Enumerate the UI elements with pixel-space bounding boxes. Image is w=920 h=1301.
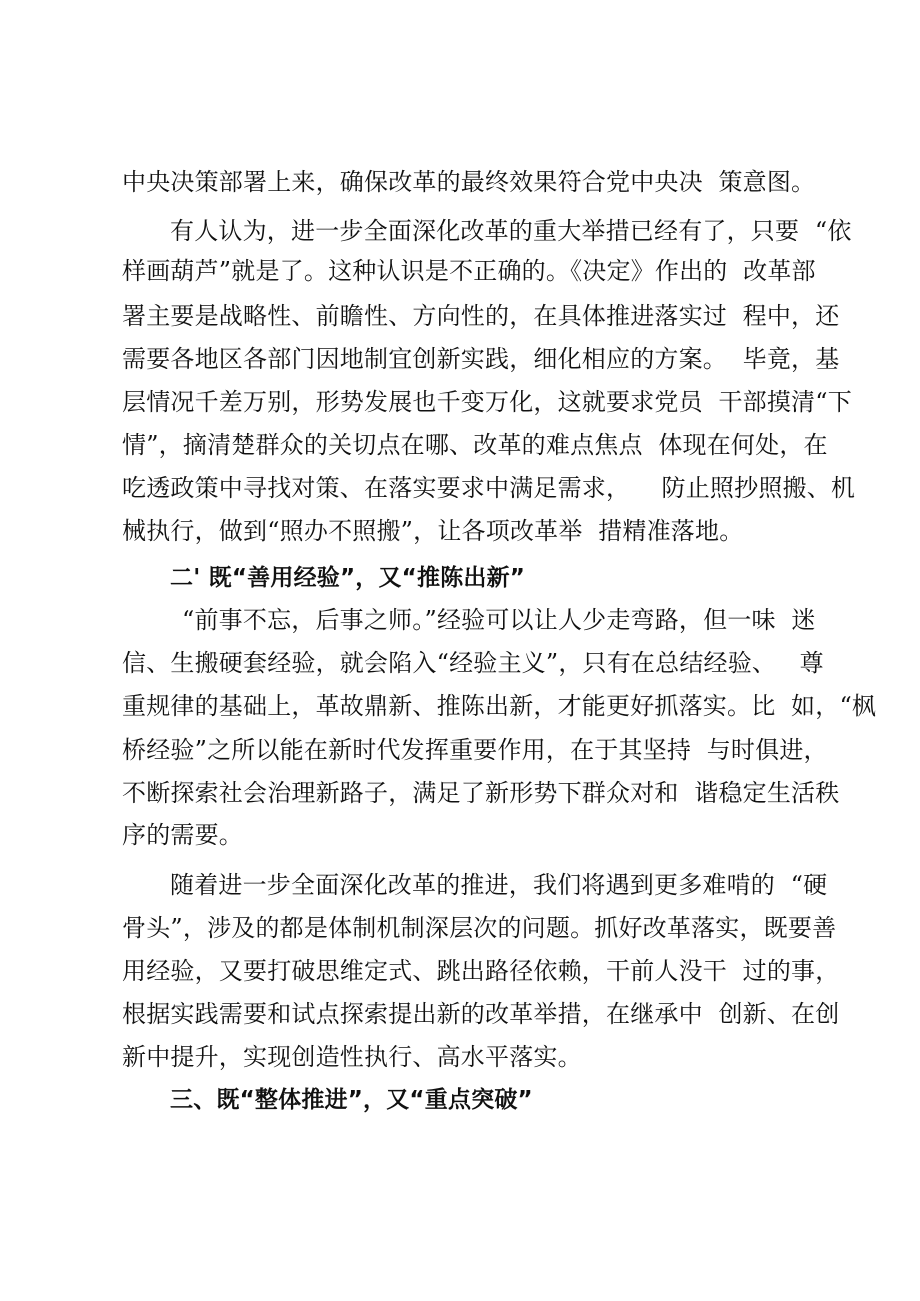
section-heading-2: 二' 既“善用经验”，又“推陈出新” — [170, 565, 526, 591]
text-line: 根据实践需要和试点探索提出新的改革举措，在继承中 创新、在创 — [122, 1000, 840, 1028]
text-line: 桥经验”之所以能在新时代发挥重要作用，在于其坚持 与时俱进， — [122, 736, 828, 764]
text-line: 械执行，做到“照办不照搬”，让各项改革举 措精准落地。 — [122, 517, 744, 545]
text-line: 序的需要。 — [122, 821, 243, 849]
text-line: 样画葫芦”就是了。这种认识是不正确的。《决定》作出的 改革部 — [122, 257, 816, 285]
paragraph-first-line: 随着进一步全面深化改革的推进，我们将遇到更多难啃的 “硬 — [170, 871, 828, 899]
text-line: 骨头”，涉及的都是体制机制深层次的问题。抓好改革落实，既要善 — [122, 914, 837, 942]
text-line: 不断探索社会治理新路子，满足了新形势下群众对和 谐稳定生活秩 — [122, 779, 840, 807]
text-line: 情”，摘清楚群众的关切点在哪、改革的难点焦点 体现在何处，在 — [122, 431, 828, 459]
text-line: 用经验，又要打破思维定式、跳出路径依赖，干前人没干 过的事， — [122, 957, 840, 985]
text-line: 信、生搬硬套经验，就会陷入“经验主义”，只有在总结经验、 尊 — [122, 649, 824, 677]
text-line: 需要各地区各部门因地制宜创新实践，细化相应的方案。 毕竟，基 — [122, 345, 840, 373]
section-heading-3: 三、既“整体推进”，又“重点突破” — [170, 1087, 533, 1113]
text-line: 新中提升，实现创造性执行、高水平落实。 — [122, 1043, 582, 1071]
text-line: 署主要是战略性、前瞻性、方向性的，在具体推进落实过 程中，还 — [122, 302, 840, 330]
text-line: 吃透政策中寻找对策、在落实要求中满足需求， 防止照抄照搬、机 — [122, 474, 856, 502]
text-line: 重规律的基础上，革故鼎新、推陈出新，才能更好抓落实。比 如，“枫 — [122, 692, 877, 720]
paragraph-first-line: “前事不忘，后事之师。”经验可以让人少走弯路，但一味 迷 — [182, 606, 816, 634]
text-line: 层情况千差万别，形势发展也千变万化，这就要求党员 干部摸清“下 — [122, 388, 852, 416]
text-line: 中央决策部署上来，确保改革的最终效果符合党中央决 策意图。 — [122, 168, 816, 196]
paragraph-first-line: 有人认为，进一步全面深化改革的重大举措已经有了，只要 “依 — [170, 217, 852, 245]
